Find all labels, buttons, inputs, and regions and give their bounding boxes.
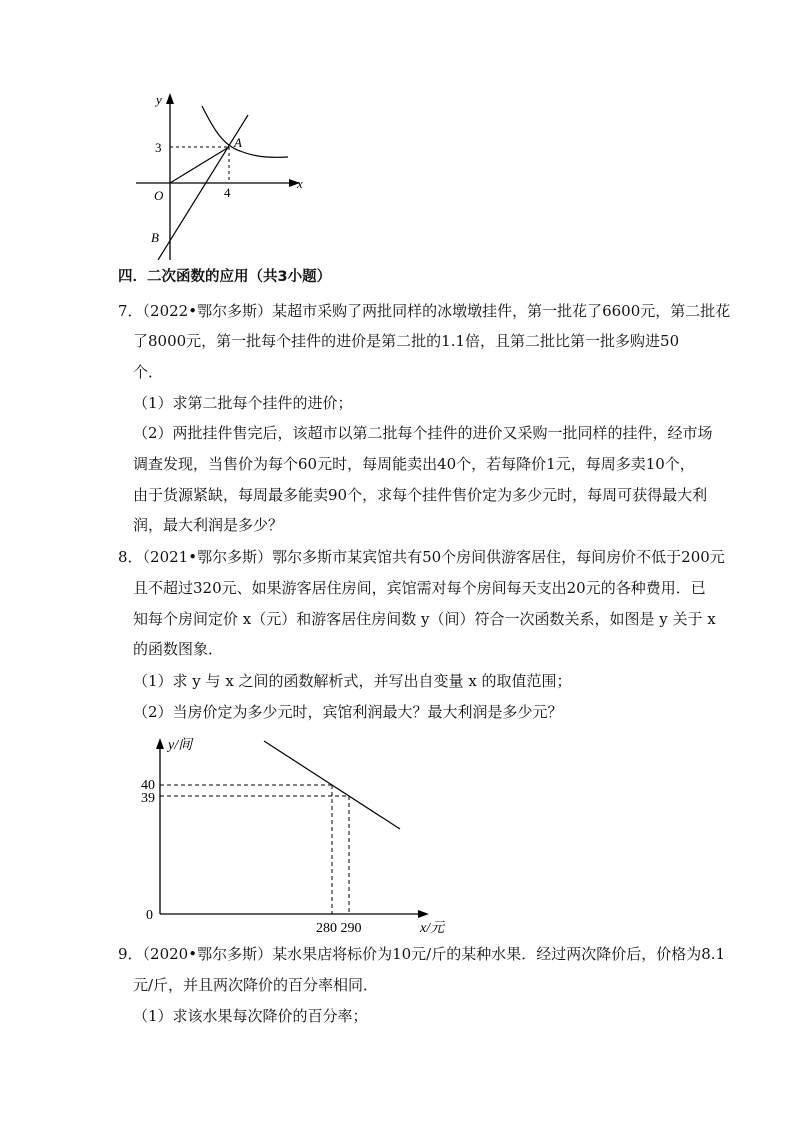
fig2-y-tick-39: 39 (141, 791, 155, 806)
q8-line-1: 8．（2021•鄂尔多斯）鄂尔多斯市某宾馆共有50个房间供游客居住，每间房价不低于200元 (118, 548, 725, 566)
fig2-y-axis-label: y/间 (168, 738, 193, 753)
fig2-x-ticks: 280 290 (316, 921, 362, 936)
q7-sub2-line-3: 由于货源紧缺，每周最多能卖90个，求每个挂件售价定为多少元时，每周可获得最大利 (133, 486, 708, 504)
fig2-y-tick-40: 40 (141, 778, 155, 793)
q7-line-1: 7．（2022•鄂尔多斯）某超市采购了两批同样的冰墩墩挂件，第一批花了6600元，第二批花 (118, 302, 731, 320)
fig2-origin-label: 0 (146, 908, 153, 923)
fig1-y-arrow (166, 93, 174, 104)
q8-sub2: （2）当房价定为多少元时，宾馆利润最大？最大利润是多少元？ (133, 703, 563, 721)
fig1-line-oa (170, 147, 229, 183)
fig1-hyperbola (202, 106, 288, 157)
q7-line-2: 了8000元，第一批每个挂件的进价是第二批的1.1倍，且第二批比第一批多购进50 (133, 332, 680, 350)
q9-line-2: 元/斤，并且两次降价的百分率相同． (133, 976, 379, 994)
fig2-y-arrow (156, 738, 164, 749)
figure-2-chart (130, 732, 450, 936)
fig1-point-b-label: B (151, 230, 159, 245)
q7-line-3: 个． (133, 363, 164, 381)
fig2-x-arrow (418, 910, 429, 918)
q8-line-2: 且不超过320元、如果游客居住房间，宾馆需对每个房间每天支出20元的各种费用．已 (133, 579, 706, 597)
fig1-y-label: y (156, 92, 162, 107)
fig2-x-axis-label: x/元 (420, 921, 445, 936)
fig1-tick-x-label: 4 (224, 185, 231, 200)
fig1-point-a-label: A (234, 135, 242, 150)
q7-sub2-line-4: 润，最大利润是多少？ (133, 516, 284, 534)
q8-line-3: 知每个房间定价 x（元）和游客居住房间数 y（间）符合一次函数关系，如图是 y 关于 x (133, 610, 716, 628)
fig1-origin-label: O (154, 188, 164, 203)
fig1-tick-y-label: 3 (155, 140, 162, 155)
q7-sub2-line-2: 调查发现，当售价为每个60元时，每周能卖出40个，若每降价1元，每周多卖10个， (133, 455, 695, 473)
q8-sub1: （1）求 y 与 x 之间的函数解析式，并写出自变量 x 的取值范围； (133, 672, 572, 690)
fig1-x-label: x (297, 176, 303, 191)
figure-1-graph (130, 88, 310, 260)
q8-line-4: 的函数图象． (133, 640, 224, 658)
q7-sub1: （1）求第二批每个挂件的进价； (133, 394, 353, 412)
q9-sub1: （1）求该水果每次降价的百分率； (133, 1007, 368, 1025)
q9-line-1: 9．（2020•鄂尔多斯）某水果店将标价为10元/斤的某种水果．经过两次降价后，价格为8.1 (118, 945, 726, 963)
q7-sub2-line-1: （2）两批挂件售完后，该超市以第二批每个挂件的进价又采购一批同样的挂件，经市场 (133, 424, 713, 442)
section-heading: 四．二次函数的应用（共3小题） (118, 269, 332, 285)
